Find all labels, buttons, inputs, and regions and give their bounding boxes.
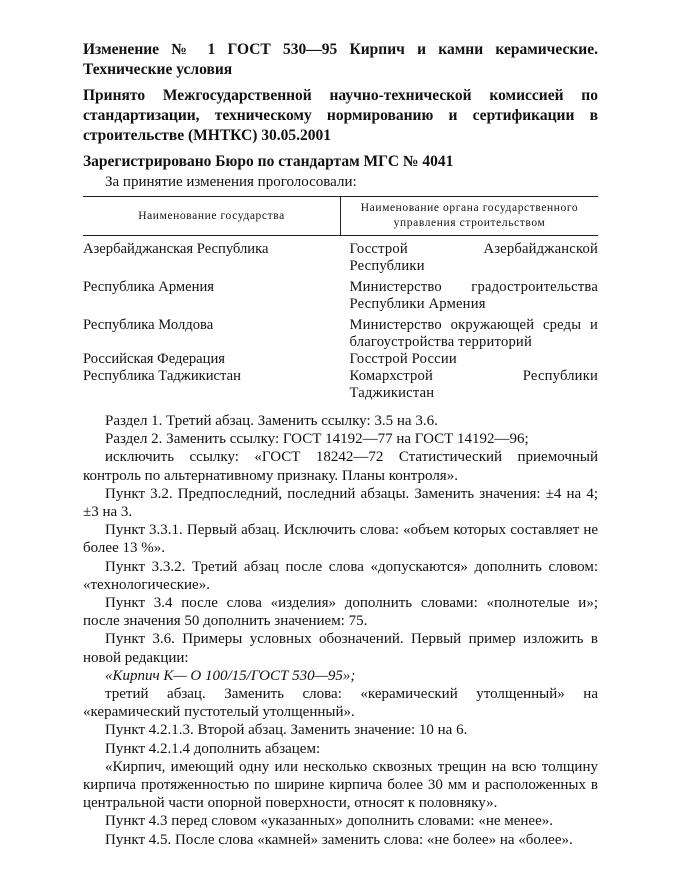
- paragraph: Пункт 4.3 перед словом «указанных» дополнить словами: «не менее».: [105, 813, 553, 830]
- table-header-row: [83, 197, 598, 236]
- paragraph: Раздел 2. Заменить ссылку: ГОСТ 14192—77 на ГОСТ 14192—96;: [105, 431, 529, 448]
- header-state: Наименование государства: [83, 197, 341, 236]
- paragraph: Раздел 1. Третий абзац. Заменить ссылку: 3.5 на 3.6.: [105, 413, 438, 429]
- table-row: [83, 313, 598, 351]
- paragraph: Пункт 3.4 после слова «изделия» дополнить словами: «полнотелые и»; после значения 50 дополнить значением: 75.: [83, 595, 598, 630]
- designation-example: «Кирпич К— О 100/15/ГОСТ 530—95»;: [105, 667, 356, 684]
- amendment-body: [83, 412, 598, 849]
- state-cell: Республика Армения: [83, 279, 214, 295]
- state-cell: Республика Таджикистан: [83, 368, 241, 384]
- paragraph: Пункт 3.3.1. Первый абзац. Исключить слова: «объем которых составляет не более 13 %».: [83, 522, 598, 557]
- paragraph: Пункт 3.3.2. Третий абзац после слова «допускаются» дополнить словом: «технологические».: [83, 558, 598, 593]
- authority-cell: Госстрой России: [349, 351, 457, 367]
- authority-cell: Министерство окружающей среды и благоустройства территорий: [349, 317, 598, 350]
- paragraph: Пункт 3.2. Предпоследний, последний абзацы. Заменить значения: ±4 на 4; ±3 на 3.: [83, 485, 598, 521]
- quoted-paragraph: «Кирпич, имеющий одну или несколько сквозных трещин на всю толщину кирпича протяженностью по ширине кирпича более 30 мм и расположенных в центральной части опорной поверхности, относят к половняку».: [83, 758, 598, 812]
- voted-intro: За принятие изменения проголосовали:: [105, 174, 357, 190]
- paragraph: третий абзац. Заменить слова: «керамический утолщенный» на «керамический пустотелый утолщенный».: [83, 686, 598, 721]
- adopted-statement: Принято Межгосударственной научно-технической комиссией по стандартизации, техническому нормированию и сертификации в строительстве (МНТКС) 30.05.2001: [83, 87, 598, 144]
- paragraph: Пункт 4.5. После слова «камней» заменить слова: «не более» на «более».: [105, 831, 573, 848]
- authority-cell: Комархстрой Республики Таджикистан: [349, 368, 598, 401]
- table-row: [83, 236, 598, 276]
- state-cell: Российская Федерация: [83, 351, 225, 367]
- amendment-title: Изменение № 1 ГОСТ 530—95 Кирпич и камни керамические. Технические условия: [83, 41, 598, 78]
- header-authority: Наименование органа государственного управления строительством: [341, 197, 599, 236]
- registration-statement: Зарегистрировано Бюро по стандартам МГС № 4041: [83, 153, 454, 170]
- paragraph: исключить ссылку: «ГОСТ 18242—72 Статистический приемочный контроль по альтернативному признаку. Планы контроля».: [83, 449, 598, 484]
- paragraph: Пункт 4.2.1.3. Второй абзац. Заменить значение: 10 на 6.: [105, 722, 468, 739]
- document-page: [83, 30, 598, 849]
- paragraph: Пункт 4.2.1.4 дополнить абзацем:: [105, 740, 321, 757]
- table-row: [83, 368, 598, 402]
- table-row: [83, 275, 598, 313]
- voting-table: [83, 196, 598, 402]
- paragraph: Пункт 3.6. Примеры условных обозначений. Первый пример изложить в новой редакции:: [83, 631, 598, 666]
- authority-cell: Министерство градостроительства Республики Армения: [349, 279, 598, 312]
- table-row: [83, 351, 598, 368]
- state-cell: Азербайджанская Республика: [83, 241, 269, 257]
- authority-cell: Госстрой Азербайджанской Республики: [349, 241, 598, 274]
- state-cell: Республика Молдова: [83, 317, 214, 333]
